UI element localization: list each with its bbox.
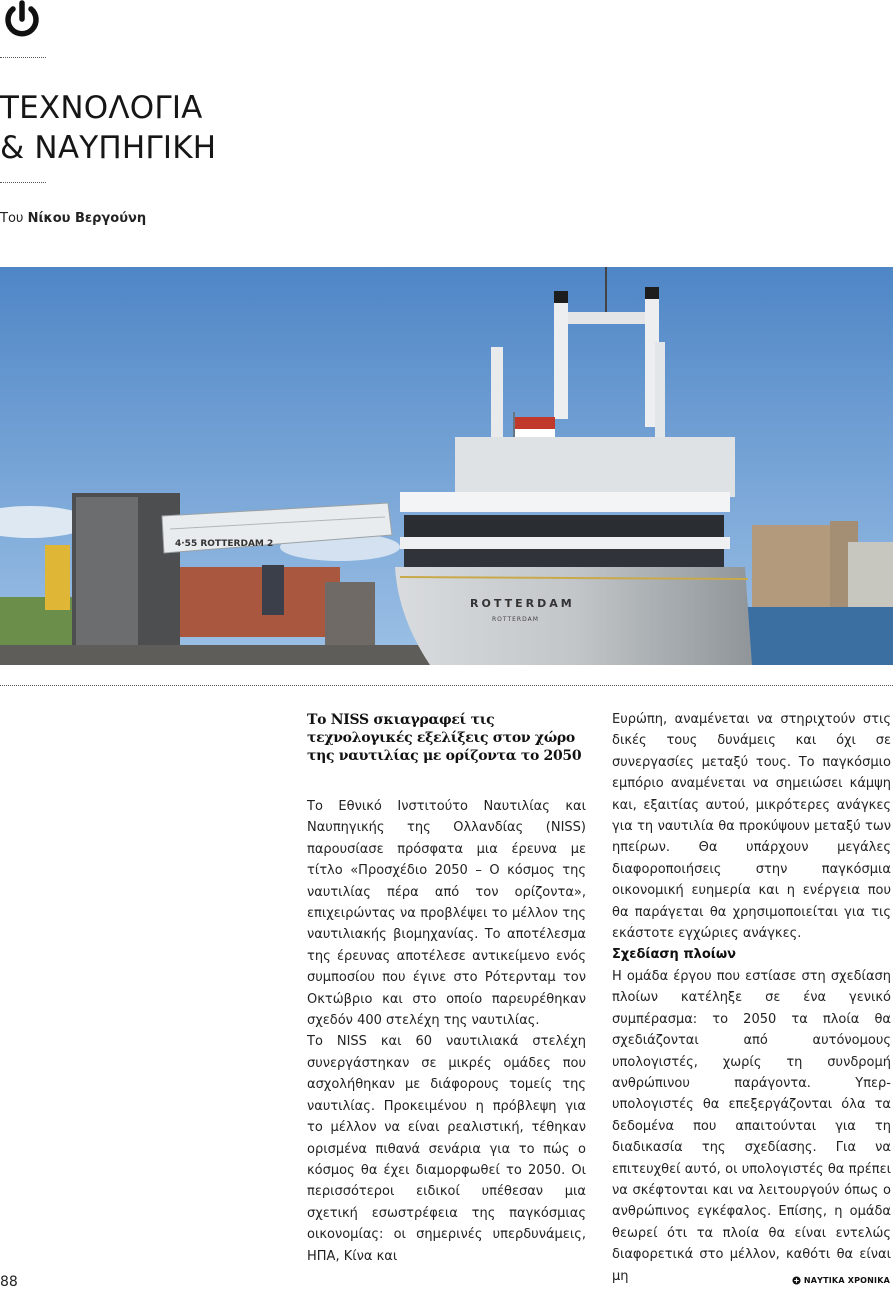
brand-name: ΝΑΥΤΙΚΑ ΧΡΟΝΙΚΑ xyxy=(803,1276,890,1285)
section-title xyxy=(0,88,420,168)
power-icon xyxy=(2,0,42,40)
byline-author: Νίκου Βεργούνη xyxy=(27,211,147,226)
article-paragraph: Η ομάδα έργου που εστίασε στη σχεδίαση πλοίων κατέληξε σε ένα γενικό συμπέρασμα: το 2050 τα πλοία θα σχεδιάζονται από αυτόνομους υπολογιστές, χωρίς τη συνδρομή ανθρώπινου παράγοντα. Υπερ-υπολογιστές θα επεξεργάζονται όλα τα δεδομένα που απαιτούνται για τη διαδικασία της σχεδίασης. Για να επιτευχθεί αυτό, οι υπολογιστές θα πρέπει να σκέφτονται και να λειτουργούν όπως ο ανθρώπινος εγκέφαλος. Επίσης, η ομάδα θεωρεί ότι τα πλοία θα είναι εντελώς διαφορετικά στο μέλλον, καθότι θα είναι μη xyxy=(612,968,891,1284)
page-number: 88 xyxy=(0,1274,18,1290)
header-divider-bottom xyxy=(0,182,46,183)
article-paragraph: Ευρώπη, αναμένεται να στηριχτούν στις δικές τους δυνάμεις και όχι σε συνεργασίες μεταξύ τους. Το παγκόσμιο εμπόριο αναμένεται να σημειώσει κάμψη και, εξαιτίας αυτού, μικρότερες ανάγκες για τη ναυτιλία θα προκύψουν μεταξύ των ηπείρων. Θα υπάρχουν μεγάλες διαφοροποιήσεις στην παγκόσμια οικονομική ευημερία και η ενέργεια που θα παράγεται θα χρησιμοποιείται για τις εκάστοτε εγχώριες ανάγκες. xyxy=(612,712,891,942)
article-subheading: Σχεδίαση πλοίων xyxy=(612,947,736,963)
byline xyxy=(0,211,146,226)
article-paragraph: Το NISS και 60 ναυτιλιακά στελέχη συνεργάστηκαν σε μικρές ομάδες που ασχολήθηκαν με διάφορους τομείς της ναυτιλίας. Προκειμένου η πρόβλεψη για το μέλλον να είναι ρεαλιστική, τέθηκαν ορισμένα πιθανά σενάρια για το πώς ο κόσμος θα έχει διαμορφωθεί το 2050. Οι περισσότεροι ειδικοί υπέθεσαν μια σχετική εσωστρέφεια της παγκόσμιας οικονομίας: οι σημερινές υπερδυνάμεις, ΗΠΑ, Κίνα και xyxy=(307,1034,586,1264)
byline-prefix: Του xyxy=(0,211,24,226)
ship-name: ROTTERDAM xyxy=(470,597,575,610)
header-divider-top xyxy=(0,57,46,58)
photo-divider xyxy=(0,685,893,686)
section-title-line1: ΤΕΧΝΟΛΟΓΙΑ xyxy=(0,90,203,126)
article-headline: Το NISS σκιαγραφεί τις τεχνολογικές εξελίξεις στον χώρο της ναυτιλίας με ορίζοντα το 2050 xyxy=(307,712,582,764)
ship-photo xyxy=(0,267,893,665)
section-title-line2: & ΝΑΥΠΗΓΙΚΗ xyxy=(0,130,217,166)
ship-port: ROTTERDAM xyxy=(492,616,539,623)
brand-logo-icon xyxy=(792,1276,801,1285)
bridge-sign: 4·55 ROTTERDAM 2 xyxy=(175,539,274,549)
article-column-1 xyxy=(307,796,586,1267)
article-paragraph: Το Εθνικό Ινστιτούτο Ναυτιλίας και Ναυπηγικής της Ολλανδίας (NISS) παρουσίασε πρόσφατα μια έρευνα με τίτλο «Προσχέδιο 2050 – Ο κόσμος της ναυτιλίας πέρα από τον ορίζοντα», επιχειρώντας να προβλέψει το μέλλον της ναυτιλιακής βιομηχανίας. Το αποτέλεσμα της έρευνας αποτέλεσε αντικείμενο ενός συμποσίου που έγινε στο Ρότερνταμ τον Οκτώβριο και στο οποίο παρευρέθηκαν σχεδόν 400 στελέχη της ναυτιλίας. xyxy=(307,799,586,1029)
article-column-2 xyxy=(612,709,891,1287)
footer-brand xyxy=(792,1276,890,1285)
